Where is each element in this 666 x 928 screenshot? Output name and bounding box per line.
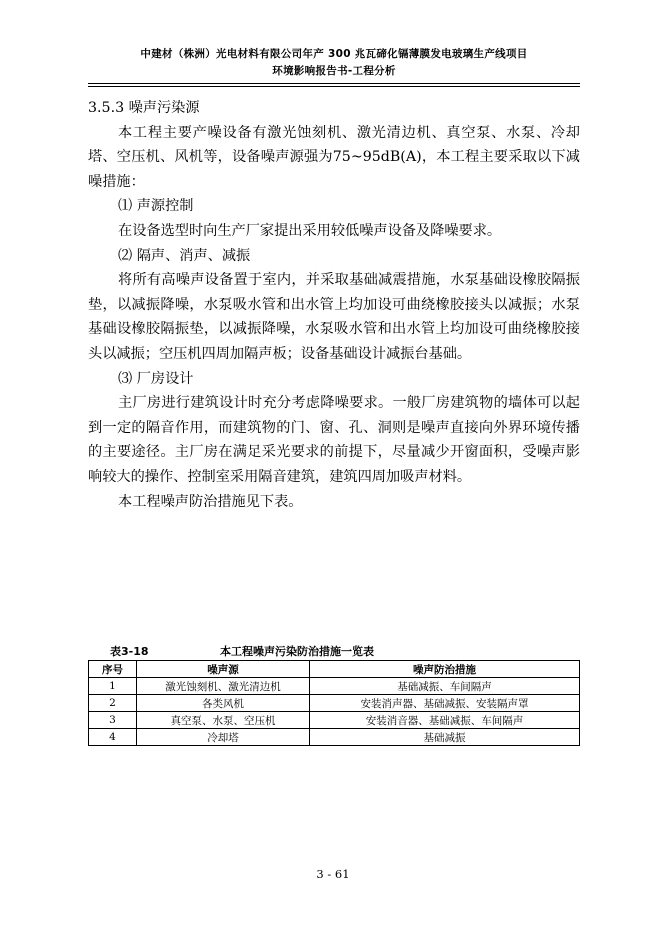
noise-measures-table: [88, 660, 580, 746]
measure-title-isolation: ⑵ 隔声、消声、减振: [118, 247, 251, 264]
measure-text-building-design: 主厂房进行建筑设计时充分考虑降噪要求。一般厂房建筑物的墙体可以起到一定的隔音作用，而建筑物的门、窗、孔、洞则是噪声直接向外界环境传播的主要途径。主厂房在满足采光要求的前提下，尽量减少开窗面积，受噪声影响较大的操作、控制室采用隔音建筑，建筑四周加吸声材料。: [88, 395, 580, 485]
cell-measures: 安装消音器、基础减振、车间隔声: [310, 712, 580, 729]
measure-text-isolation: 将所有高噪声设备置于室内，并采取基础减震措施，水泵基础设橡胶隔振垫，以减振降噪，水泵吸水管和出水管上均加设可曲绕橡胶接头以减振；水泵基础设橡胶隔振垫，以减振降噪，水泵吸水管和出水管上均加设可曲绕橡胶接头以减振；空压机四周加隔声板；设备基础设计减振台基础。: [88, 272, 580, 362]
measure-title-building-design: ⑶ 厂房设计: [118, 370, 194, 387]
intro-paragraph: 本工程主要产噪设备有激光蚀刻机、激光清边机、真空泵、水泵、冷却塔、空压机、风机等，设备噪声源强为75~95dB(A)，本工程主要采取以下减噪措施：: [88, 124, 580, 190]
table-row: [89, 678, 580, 695]
table-header-row: [89, 661, 580, 678]
cell-noise-source: 冷却塔: [137, 729, 310, 746]
measure-title-source-control: ⑴ 声源控制: [118, 198, 194, 215]
col-header-measures: 噪声防治措施: [310, 661, 580, 678]
col-header-index: 序号: [89, 661, 137, 678]
closing-paragraph: 本工程噪声防治措施见下表。: [118, 493, 303, 510]
table-caption: [110, 643, 580, 659]
header-rule-thin: [88, 86, 580, 87]
cell-index: 4: [89, 729, 137, 746]
cell-measures: 基础减振、车间隔声: [310, 678, 580, 695]
table-title: 本工程噪声污染防治措施一览表: [220, 645, 374, 658]
section-body: [88, 96, 580, 514]
header-document-title: 环境影响报告书-工程分析: [272, 65, 396, 77]
cell-noise-source: 真空泵、水泵、空压机: [137, 712, 310, 729]
section-heading: 3.5.3 噪声污染源: [88, 100, 200, 116]
header-project-title: 中建材（株洲）光电材料有限公司年产 300 兆瓦碲化镉薄膜发电玻璃生产线项目: [140, 48, 528, 60]
cell-index: 2: [89, 695, 137, 712]
cell-measures: 基础减振: [310, 729, 580, 746]
page-number: 3 - 61: [316, 867, 350, 881]
cell-index: 3: [89, 712, 137, 729]
cell-noise-source: 激光蚀刻机、激光清边机: [137, 678, 310, 695]
col-header-noise-source: 噪声源: [137, 661, 310, 678]
table-row: [89, 729, 580, 746]
table-row: [89, 695, 580, 712]
table-row: [89, 712, 580, 729]
cell-measures: 安装消声器、基础减振、安装隔声罩: [310, 695, 580, 712]
cell-index: 1: [89, 678, 137, 695]
table-number: 表3-18: [110, 645, 149, 658]
measure-text-source-control: 在设备选型时向生产厂家提出采用较低噪声设备及降噪要求。: [118, 222, 502, 239]
cell-noise-source: 各类风机: [137, 695, 310, 712]
page-header: [88, 46, 580, 80]
header-rule: [88, 83, 580, 84]
